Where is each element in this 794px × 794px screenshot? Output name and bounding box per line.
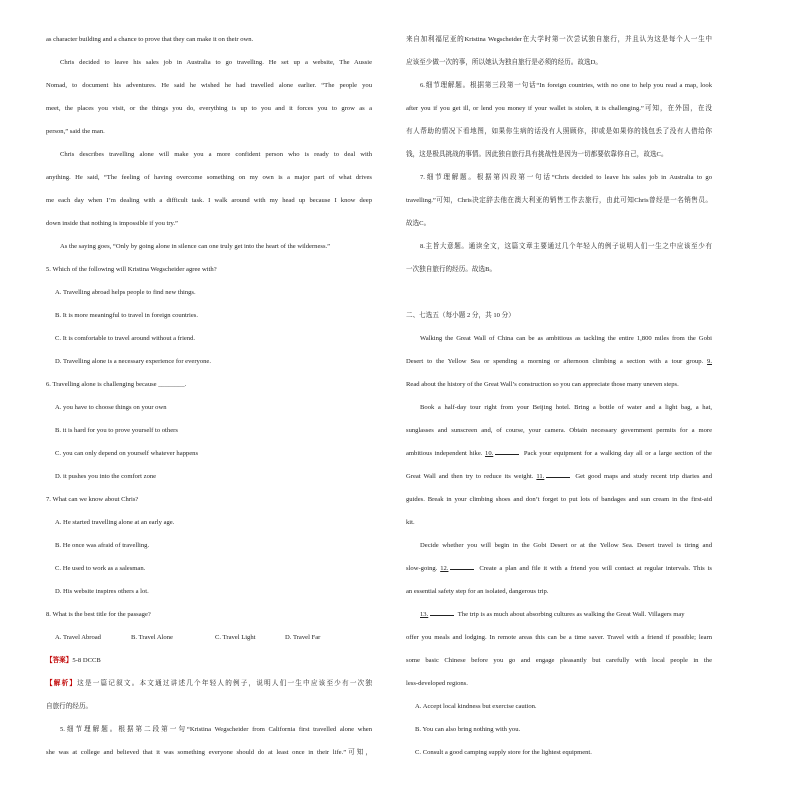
passage-line: As the saying goes, “Only by going alone in silence can one truly get into the heart of the wilderness.” <box>60 243 331 250</box>
question-5-stem: 5. Which of the following will Kristina Wegscheider agree with? <box>46 266 217 273</box>
question-6-option: B. it is hard for you to prove yourself to others <box>55 427 178 434</box>
explanation-line: she was at college and believed that it was something everyone should do at least once in their life.”可知， <box>46 749 372 756</box>
question-5-option: D. Travelling alone is a necessary experience for everyone. <box>55 358 211 365</box>
passage-line: Book a half-day tour right from your Beijing hotel. Bring a bottle of water and a light bag, a hat, <box>420 404 712 411</box>
blank-10: 10. <box>485 450 494 457</box>
passage-line: ambitious independent hike. 10. Pack your equipment for a walking day all or a large section of the <box>406 450 712 457</box>
question-8-option: C. Travel Light <box>215 634 256 641</box>
explanation-line: 来自加利福尼亚的Kristina Wegscheider在大学时第一次尝试独自旅行，并且认为这是每个人一生中 <box>406 36 712 43</box>
question-5-option: B. It is more meaningful to travel in foreign countries. <box>55 312 199 319</box>
analysis-line <box>46 672 372 695</box>
question-6-option: C. you can only depend on yourself whatever happens <box>55 450 199 457</box>
passage-line: as character building and a chance to prove that they can make it on their own. <box>46 36 254 43</box>
analysis-label: 【解析】 <box>46 680 78 687</box>
passage-line: sunglasses and sunscreen and, of course, your camera. Obtain necessary government permits for a more <box>406 427 712 434</box>
explanation-line: 7.细节理解题。根据第四段第一句话“Chris decided to leave his sales job in Australia to go <box>420 174 712 181</box>
explanation-line: 5.细节理解题。根据第二段第一句“Kristina Wegscheider from California first travelled alone when <box>60 726 372 733</box>
passage-line: Walking the Great Wall of China can be as ambitious as tackling the entire 1,800 miles from the Gobi <box>420 335 712 342</box>
left-column <box>46 28 372 764</box>
passage-line: less-developed regions. <box>406 680 468 687</box>
explanation-line: after you if you get ill, or lend you money if your wallet is stolen, it is challenging.”可知，在外国，在没 <box>406 105 712 112</box>
question-7-option: B. He once was afraid of travelling. <box>55 542 150 549</box>
answer-line <box>46 649 372 672</box>
choice-option: A. Accept local kindness but exercise caution. <box>415 703 537 710</box>
question-8-options <box>46 626 372 649</box>
question-8-option: D. Travel Far <box>285 634 321 641</box>
analysis-line: 自旅行的经历。 <box>46 703 93 710</box>
blank-9: 9. <box>707 358 712 365</box>
passage-line: person,” said the man. <box>46 128 105 135</box>
question-6-option: D. it pushes you into the comfort zone <box>55 473 157 480</box>
question-7-stem: 7. What can we know about Chris? <box>46 496 139 503</box>
passage-line: Decide whether you will begin in the Gobi Desert or at the Yellow Sea. Desert travel is tiring and <box>420 542 712 549</box>
analysis-text: 这是一篇记叙文。本文通过讲述几个年轻人的例子，说明人们一生中应该至少有一次独 <box>77 680 372 687</box>
question-5-option: A. Travelling abroad helps people to find new things. <box>55 289 196 296</box>
passage-line: Chris describes travelling alone will make you a more confident person who is ready to deal with <box>60 151 372 158</box>
question-8-stem: 8. What is the best title for the passage? <box>46 611 151 618</box>
explanation-line: 8.主旨大意题。通读全文，这篇文章主要通过几个年轻人的例子说明人们一生之中应该至少有 <box>420 243 712 250</box>
passage-line: meet, the places you visit, or the things you do, everything is up to you and it forces you to grow as a <box>46 105 372 112</box>
passage-line: anything. He said, “The feeling of having overcome something on my own is a major part of what drives <box>46 174 372 181</box>
question-7-option: A. He started travelling alone at an early age. <box>55 519 175 526</box>
answer-text: 5-8 DCCB <box>72 657 101 664</box>
passage-line: slow-going. 12. Create a plan and file it with a friend you will contact at regular intervals. This is <box>406 565 712 572</box>
passage-line: 13. The trip is as much about absorbing cultures as walking the Great Wall. Villagers may <box>420 611 685 618</box>
blank-11: 11. <box>536 473 545 480</box>
explanation-line: 6.细节理解题。根据第三段第一句话“In foreign countries, with no one to help you read a map, look <box>420 82 712 89</box>
passage-line: down inside that nothing is impossible if you try.” <box>46 220 178 227</box>
explanation-line: 一次独自旅行的经历。故选B。 <box>406 266 497 273</box>
question-7-option: C. He used to work as a salesman. <box>55 565 146 572</box>
passage-line: kit. <box>406 519 415 526</box>
explanation-line: travelling.”可知，Chris决定辞去他在澳大利亚的销售工作去旅行，由此可知Chris曾经是一名销售员。 <box>406 197 712 204</box>
blank-13: 13. <box>420 611 429 618</box>
passage-line: Read about the history of the Great Wall’s construction so you can appreciate those many uneven steps. <box>406 381 679 388</box>
blank-12: 12. <box>440 565 449 572</box>
question-8-option: A. Travel Abroad <box>55 634 101 641</box>
explanation-line: 钱，这是极具挑战的事情。因此独自旅行具有挑战性是因为一切都要依靠你自己，故选C。 <box>406 151 668 158</box>
question-6-stem: 6. Travelling alone is challenging because ________. <box>46 381 187 388</box>
explanation-line: 有人帮助的情况下看地图，如果你生病的话没有人照顾你，抑或是如果你的钱包丢了没有人借给你 <box>406 128 712 135</box>
passage-line: some basic Chinese before you go and engage pleasantly but carefully with local people in the <box>406 657 712 664</box>
passage-line: Chris decided to leave his sales job in Australia to go travelling. He set up a website, The Aussie <box>60 59 372 66</box>
choice-option: B. You can also bring nothing with you. <box>415 726 521 733</box>
passage-line: Desert to the Yellow Sea or spending a morning or afternoon climbing a section with a tour group. 9. <box>406 358 712 365</box>
choice-option: C. Consult a good camping supply store for the lightest equipment. <box>415 749 592 756</box>
passage-line: guides. Break in your climbing shoes and don’t forget to put lots of bandages and sun cream in the first-aid <box>406 496 712 503</box>
question-7-option: D. His website inspires others a lot. <box>55 588 149 595</box>
passage-line: an essential safety step for an isolated, dangerous trip. <box>406 588 549 595</box>
passage-line: offer you meals and lodging. In remote areas this can be a time saver. Travel with a friend if possible; learn <box>406 634 712 641</box>
explanation-line: 故选C。 <box>406 220 431 227</box>
passage-line: Nomad, to document his adventures. He said he wished he had travelled alone earlier. “The people you <box>46 82 372 89</box>
explanation-line: 应该至少做一次的事，所以她认为独自旅行是必须的经历。故选D。 <box>406 59 602 66</box>
right-column <box>406 28 712 764</box>
question-5-option: C. It is comfortable to travel around without a friend. <box>55 335 196 342</box>
answer-label: 【答案】 <box>46 657 73 664</box>
question-6-option: A. you have to choose things on your own <box>55 404 167 411</box>
question-8-option: B. Travel Alone <box>131 634 173 641</box>
passage-line: Great Wall and then try to reduce its weight. 11. Get good maps and study recent trip diaries and <box>406 473 712 480</box>
section-heading: 二、七选五（每小题 2 分，共 10 分） <box>406 312 515 319</box>
passage-line: me each day when I’m dealing with a difficult task. I walk around with my head up because I know deep <box>46 197 372 204</box>
